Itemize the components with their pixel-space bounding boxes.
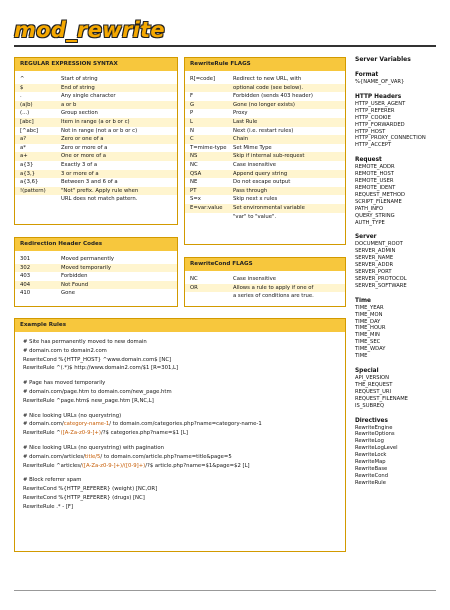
- rewriterule-flags-heading: RewriteRule FLAGS: [185, 58, 345, 71]
- example-line-pre: RewriteRule ^articles/: [23, 462, 82, 469]
- row-value: Between 3 and 6 of a: [61, 179, 118, 186]
- variable-item: REMOTE_IDENT: [355, 184, 396, 191]
- example-line-pre: RewriteRule ^: [23, 430, 61, 437]
- example-line-post: / to domain.com/article.php?name=title&page=5: [100, 453, 232, 460]
- variable-item: SERVER_PROTOCOL: [355, 275, 407, 282]
- row-value: Gone: [61, 290, 75, 297]
- variable-item: REQUEST_FILENAME: [355, 395, 408, 402]
- example-line-post: /?$ categories.php?name=$1 [L]: [100, 430, 188, 437]
- variable-item: TIME: [355, 353, 368, 360]
- row-value: Append query string: [233, 170, 288, 177]
- variable-item: RewriteLock: [355, 452, 387, 459]
- table-row: [15, 75, 177, 84]
- row-value: Pass through: [233, 187, 268, 194]
- variable-item: AUTH_TYPE: [355, 219, 385, 226]
- table-row: [185, 101, 345, 110]
- redirect-codes-rows: [15, 251, 177, 298]
- row-value: One or more of a: [61, 153, 107, 160]
- example-line-pre: # domain.com/page.htm to domain.com/new_page.htm: [23, 388, 172, 395]
- row-key: a*: [20, 144, 26, 151]
- row-key: (a|b): [20, 101, 33, 108]
- example-line: [15, 476, 345, 485]
- row-key: T=mime-type: [190, 144, 227, 151]
- variable-item: PATH_INFO: [355, 205, 384, 212]
- variable-item: RewriteEngine: [355, 424, 393, 431]
- example-line: [15, 485, 345, 494]
- variable-group-heading: HTTP Headers: [355, 93, 402, 100]
- variable-item: IS_SUBREQ: [355, 402, 385, 409]
- row-value: Moved temporarily: [61, 264, 112, 271]
- variable-item: REQUEST_METHOD: [355, 191, 405, 198]
- row-key: [185, 84, 233, 93]
- variable-group-heading: Format: [355, 72, 379, 78]
- example-rules-heading: Example Rules: [15, 319, 345, 332]
- variable-item: TIME_SEC: [355, 339, 381, 346]
- table-row: [185, 92, 345, 101]
- variable-item: RewriteMap: [355, 459, 386, 466]
- table-row: [185, 170, 345, 179]
- example-line: [15, 356, 345, 365]
- variable-group-heading: Time: [355, 297, 371, 304]
- row-key: [^abc]: [20, 127, 39, 134]
- table-row: [15, 264, 177, 273]
- variable-item: API_VERSION: [355, 375, 390, 381]
- example-line-pre: # Page has moved temporarily: [23, 380, 106, 387]
- row-key: L: [190, 118, 193, 125]
- row-value: Case insensitive: [233, 161, 277, 168]
- example-line-hl: title/5: [84, 453, 101, 460]
- row-key: [15, 195, 61, 204]
- table-row: [15, 187, 177, 196]
- row-key: NC: [190, 161, 198, 168]
- variable-item: SERVER_ADDR: [355, 262, 394, 269]
- example-line: [15, 412, 345, 421]
- example-line: [15, 364, 345, 373]
- table-row: [15, 144, 177, 153]
- example-line: [15, 420, 345, 429]
- rewriterule-flags-panel: [184, 57, 346, 245]
- row-key: E=var:value: [190, 204, 223, 211]
- table-row: [185, 213, 345, 222]
- example-line-post: / to domain.com/categories.php?name=category-name-1: [109, 421, 262, 428]
- row-key: OR: [190, 284, 198, 291]
- row-value: End of string: [61, 84, 95, 91]
- variable-item: RewriteCond: [355, 472, 388, 479]
- row-value: Set environmental variable: [233, 204, 305, 211]
- table-row: [15, 118, 177, 127]
- table-row: [185, 109, 345, 118]
- row-key: PT: [190, 187, 197, 194]
- row-value: Gone (no longer exists): [233, 101, 295, 108]
- row-key: 403: [20, 273, 31, 280]
- example-line: [15, 429, 345, 438]
- row-value: Skip next x rules: [233, 196, 278, 203]
- row-key: [abc]: [20, 118, 34, 125]
- row-value: Redirect to new URL, with: [233, 76, 302, 82]
- example-line: [15, 347, 345, 356]
- variable-item: TIME_MON: [355, 311, 383, 318]
- row-key: 404: [20, 281, 31, 288]
- example-line: [15, 338, 345, 347]
- example-line-hl: ([A-Za-z0-9-]+)/([0-9]+): [81, 462, 146, 469]
- variable-item: REMOTE_ADDR: [355, 164, 395, 171]
- table-row: [15, 135, 177, 144]
- row-value: Any single character: [61, 93, 116, 100]
- table-row: [15, 178, 177, 187]
- variable-item: TIME_HOUR: [355, 325, 386, 332]
- rewritecond-flags-panel: [184, 257, 346, 307]
- table-row: [185, 195, 345, 204]
- example-line: [15, 453, 345, 462]
- table-row: [185, 204, 345, 213]
- table-row: [185, 84, 345, 93]
- example-line: [15, 444, 345, 453]
- variable-item: REMOTE_USER: [355, 178, 394, 185]
- example-line-pre: # Nice looking URLs (no querystring) with pagination: [23, 444, 164, 451]
- variable-item: SERVER_PORT: [355, 269, 392, 276]
- row-key: 301: [20, 256, 31, 262]
- table-row: [185, 161, 345, 170]
- variable-item: THE_REQUEST: [355, 381, 393, 388]
- variable-group-heading: Server: [355, 234, 377, 241]
- variable-item: TIME_YEAR: [355, 304, 384, 311]
- variable-group-heading: Request: [355, 157, 382, 164]
- example-line-pre: RewriteCond %{HTTP_REFERER} (drugs) [NC]: [23, 494, 145, 501]
- regex-syntax-heading: REGULAR EXPRESSION SYNTAX: [15, 58, 177, 71]
- table-row: [185, 292, 345, 301]
- table-row: [185, 118, 345, 127]
- row-key: .: [20, 93, 22, 100]
- row-value: Chain: [233, 136, 249, 143]
- example-rules-panel: [14, 318, 346, 552]
- variable-item: HTTP_PROXY_CONNECTION: [355, 135, 426, 142]
- example-line-pre: RewriteCond %{HTTP_HOST} ^www.domain.com$ [NC]: [23, 356, 172, 363]
- title-divider: [14, 45, 436, 47]
- variable-item: SCRIPT_FILENAME: [355, 198, 402, 205]
- variable-item: SERVER_NAME: [355, 255, 394, 262]
- row-value: Item in range (a or b or c): [61, 118, 130, 125]
- variable-item: HTTP_COOKIE: [355, 114, 391, 121]
- rewritecond-flags-heading: RewriteCond FLAGS: [185, 258, 345, 271]
- variable-item: SERVER_SOFTWARE: [355, 282, 407, 289]
- row-key: NE: [190, 179, 198, 186]
- variable-group-heading: Special: [355, 368, 379, 374]
- variable-item: TIME_WDAY: [355, 346, 386, 353]
- row-key: 302: [20, 264, 31, 271]
- row-value: Last Rule: [233, 118, 258, 125]
- variable-item: TIME_MIN: [355, 332, 380, 339]
- example-line: [15, 462, 345, 471]
- row-value: Skip if internal sub-request: [233, 153, 305, 160]
- example-line-pre: # domain.com/: [23, 421, 64, 428]
- row-value: Proxy: [233, 110, 248, 117]
- row-key: !(pattern): [20, 187, 46, 194]
- variable-item: RewriteBase: [355, 465, 388, 472]
- variable-item: TIME_DAY: [355, 318, 381, 325]
- table-row: [15, 195, 177, 204]
- row-key: (...): [20, 110, 30, 117]
- row-key: [185, 213, 233, 222]
- row-value: "Not" prefix. Apply rule when: [61, 187, 139, 194]
- row-value: 3 or more of a: [61, 170, 99, 177]
- regex-syntax-panel: [14, 57, 178, 225]
- row-value: Case insensitive: [233, 276, 277, 282]
- table-row: [15, 272, 177, 281]
- row-value: Next (i.e. restart rules): [233, 127, 294, 134]
- table-row: [15, 289, 177, 298]
- table-row: [185, 127, 345, 136]
- row-value: Not in range (not a or b or c): [61, 127, 138, 134]
- row-value: Do not escape output: [233, 179, 291, 186]
- example-line-pre: # Nice looking URLs (no querystring): [23, 412, 122, 419]
- example-line: [15, 379, 345, 388]
- example-line-pre: # Block referrer spam: [23, 477, 82, 484]
- example-line-pre: # Site has permanently moved to new domain: [23, 339, 147, 345]
- variable-item: RewriteLog: [355, 438, 384, 445]
- variable-item: REMOTE_HOST: [355, 171, 394, 178]
- table-row: [15, 281, 177, 290]
- example-line-hl: category-name-1: [63, 421, 110, 428]
- variable-item: HTTP_FORWARDED: [355, 121, 405, 128]
- table-row: [185, 144, 345, 153]
- row-key: NS: [190, 153, 198, 160]
- row-value: Start of string: [61, 76, 98, 82]
- row-key: N: [190, 127, 194, 134]
- table-row: [185, 187, 345, 196]
- row-value: Set Mime Type: [233, 144, 272, 151]
- example-line-post: /?$ article.php?name=$1&page=$2 [L]: [145, 462, 250, 469]
- row-key: a{3,}: [20, 170, 36, 177]
- row-key: S=x: [190, 196, 201, 203]
- row-value: Zero or more of a: [61, 144, 108, 151]
- server-variables-column: [355, 56, 447, 487]
- row-key: P: [190, 110, 194, 117]
- table-row: [185, 275, 345, 284]
- row-value: Forbidden (sends 403 header): [233, 93, 313, 100]
- row-key: QSA: [190, 170, 202, 177]
- table-row: [185, 284, 345, 293]
- variable-item: %{NAME_OF_VAR}: [355, 79, 405, 85]
- table-row: [15, 152, 177, 161]
- table-row: [15, 92, 177, 101]
- row-key: ^: [20, 76, 25, 82]
- example-line-pre: RewriteCond %{HTTP_REFERER} (weight) [NC,OR]: [23, 486, 158, 493]
- example-line: [15, 503, 345, 512]
- row-value: URL does not match pattern.: [61, 196, 138, 203]
- row-key: NC: [190, 276, 198, 282]
- row-value: Not Found: [61, 281, 89, 288]
- example-line: [15, 494, 345, 503]
- row-value: Moved permanently: [61, 256, 115, 262]
- row-key: $: [20, 84, 24, 91]
- row-value: "var" to "value".: [233, 213, 277, 220]
- page-title: mod_rewrite: [14, 18, 165, 42]
- variable-item: QUERY_STRING: [355, 212, 395, 219]
- table-row: [185, 178, 345, 187]
- example-rules-body: [15, 332, 345, 512]
- variable-item: SERVER_ADMIN: [355, 248, 396, 255]
- row-key: F: [190, 93, 194, 100]
- row-key: 410: [20, 290, 31, 297]
- row-value: Exactly 3 of a: [61, 161, 98, 168]
- bottom-divider: [14, 590, 436, 591]
- table-row: [15, 255, 177, 264]
- table-row: [185, 152, 345, 161]
- row-key: a+: [20, 153, 28, 160]
- table-row: [15, 84, 177, 93]
- row-value: Allows a rule to apply if one of: [233, 284, 314, 291]
- row-key: a?: [20, 136, 27, 143]
- row-value: Forbidden: [61, 273, 88, 280]
- rewriterule-flags-rows: [185, 71, 345, 221]
- table-row: [15, 127, 177, 136]
- row-key: a{3}: [20, 161, 34, 168]
- table-row: [15, 161, 177, 170]
- example-line-pre: RewriteRule .* - [F]: [23, 503, 74, 510]
- example-line: [15, 388, 345, 397]
- row-key: G: [190, 101, 195, 108]
- variable-item: REQUEST_URI: [355, 388, 392, 395]
- variable-item: RewriteRule: [355, 479, 386, 486]
- example-line-hl: ([A-Za-z0-9-]+): [60, 430, 101, 437]
- row-key: C: [190, 136, 194, 143]
- example-line-pre: # domain.com/articles/: [23, 453, 85, 460]
- row-key: [185, 292, 233, 301]
- variable-item: RewriteOptions: [355, 431, 395, 438]
- example-line: [15, 397, 345, 406]
- table-row: [15, 109, 177, 118]
- server-variables-heading: Server Variables: [355, 56, 411, 63]
- row-value: Zero or one of a: [61, 136, 104, 143]
- row-value: optional code (see below).: [233, 84, 304, 91]
- row-key: a{3,6}: [20, 179, 39, 186]
- variable-item: HTTP_REFERER: [355, 107, 395, 114]
- table-row: [185, 75, 345, 84]
- example-line-pre: # domain.com to domain2.com: [23, 347, 107, 354]
- variable-item: DOCUMENT_ROOT: [355, 241, 403, 248]
- rewritecond-flags-rows: [185, 271, 345, 301]
- variable-group-heading: Directives: [355, 417, 388, 424]
- variable-item: HTTP_USER_AGENT: [355, 100, 406, 107]
- example-line-pre: RewriteRule ^page.htm$ new_page.htm [R,NC,L]: [23, 397, 154, 404]
- variable-item: HTTP_HOST: [355, 128, 386, 135]
- row-value: a series of conditions are true.: [233, 293, 314, 300]
- redirect-codes-panel: [14, 237, 178, 307]
- redirect-codes-heading: Redirection Header Codes: [15, 238, 177, 251]
- row-value: a or b: [61, 101, 77, 108]
- variable-item: RewriteLogLevel: [355, 445, 398, 452]
- table-row: [15, 170, 177, 179]
- example-line-pre: RewriteRule ^(.*)$ http://www.domain2.com/$1 [R=301,L]: [23, 365, 179, 372]
- row-key: R[=code]: [190, 76, 216, 82]
- table-row: [185, 135, 345, 144]
- table-row: [15, 101, 177, 110]
- row-value: Group section: [61, 110, 98, 117]
- regex-syntax-rows: [15, 71, 177, 204]
- variable-item: HTTP_ACCEPT: [355, 142, 392, 149]
